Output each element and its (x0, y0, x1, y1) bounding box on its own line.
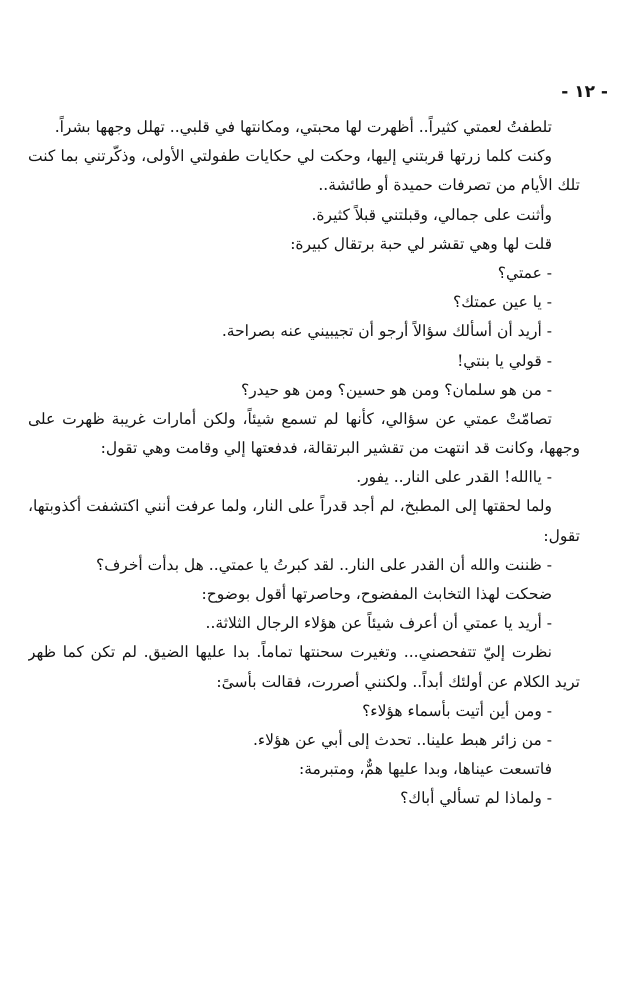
text-line: تريد الكلام عن أولئك أبداً.. ولكنني أصررت، فقالت بأسىً: (216, 672, 580, 691)
text-line: نظرت إليّ تتفحصني... وتغيرت سحنتها تماماً. بدا عليها الضيق. لم تكن كما ظهر (28, 643, 552, 662)
text-line: - عمتي؟ (497, 263, 552, 282)
text-line: - ومن أين أتيت بأسماء هؤلاء؟ (362, 701, 552, 720)
text-line: تقول: (543, 526, 580, 545)
text-line: - يا عين عمتك؟ (453, 293, 552, 312)
text-line: - أريد أن أسألك سؤالاً أرجو أن تجيبيني عنه بصراحة. (221, 322, 552, 341)
text-line: ولما لحقتها إلى المطبخ، لم أجد قدراً على النار، ولما عرفت أنني اكتشفت أكذوبتها، (28, 497, 552, 516)
text-line: وجهها، وكانت قد انتهت من تقشير البرتقالة، فدفعتها إلي وقامت وهي تقول: (100, 439, 580, 458)
body-text (28, 113, 580, 814)
text-line: تلطفتُ لعمتي كثيراً.. أظهرت لها محبتي، ومكانتها في قلبي.. تهلل وجهها بشراً. (54, 118, 552, 136)
text-line: تلك الأيام من تصرفات حميدة أو طائشة.. (318, 176, 580, 195)
text-line: وكنت كلما زرتها قربتني إليها، وحكت لي حكايات طفولتي الأولى، وذكّرتني بما كنت (28, 147, 552, 166)
text-line: - أريد يا عمتي أن أعرف شيئاً عن هؤلاء الرجال الثلاثة.. (205, 614, 552, 633)
text-line: فاتسعت عيناها، وبدا عليها همٌّ، ومتبرمة: (298, 760, 552, 779)
page-number: - ١٢ - (561, 82, 608, 102)
text-line: - من هو سلمان؟ ومن هو حسين؟ ومن هو حيدر؟ (240, 380, 552, 399)
text-line: تصامّتْ عمتي عن سؤالي، كأنها لم تسمع شيئاً، ولكن أمارات غريبة ظهرت على (28, 409, 552, 428)
text-line: - قولي يا بنتي! (457, 351, 552, 370)
text-line: قلت لها وهي تقشر لي حبة برتقال كبيرة: (290, 234, 552, 253)
text-line: - ولماذا لم تسألي أباك؟ (400, 789, 552, 808)
text-line: - من زائر هبط علينا.. تحدث إلى أبي عن هؤلاء. (252, 730, 552, 749)
text-line: - ظننت والله أن القدر على النار.. لقد كبرتُ يا عمتي.. هل بدأت أخرف؟ (96, 555, 552, 574)
text-line: وأثنت على جمالي، وقبلتني قبلاً كثيرة. (311, 205, 552, 224)
text-line: ضحكت لهذا التخابث المفضوح، وحاصرتها أقول بوضوح: (201, 585, 552, 603)
text-line: - ياالله! القدر على النار.. يفور. (356, 468, 552, 487)
